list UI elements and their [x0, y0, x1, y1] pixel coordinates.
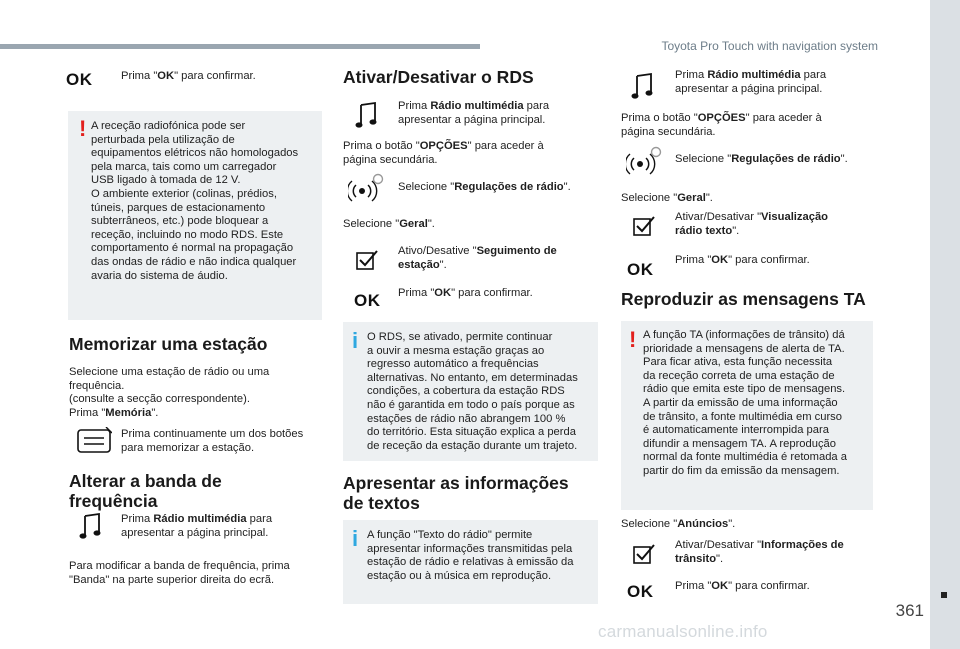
rds-settings-step: Selecione "Regulações de rádio".	[398, 181, 571, 193]
section-heading-ta: Reproduzir as mensagens TA	[621, 289, 866, 309]
section-heading-memorize: Memorizar uma estação	[69, 334, 268, 354]
rt-settings-step: Selecione "Regulações de rádio".	[675, 153, 848, 165]
ta-ads-text: Selecione "Anúncios".	[621, 518, 736, 530]
warning-box	[68, 111, 322, 320]
radio-settings-icon	[626, 144, 666, 180]
band-text: Para modificar a banda de frequência, prima "Banda" na parte superior direita do ecrã.	[69, 560, 290, 586]
info-rds-text: O RDS, se ativado, permite continuar a ouvir a mesma estação graças ao regresso automático a frequências alternativas. No entanto, em determinadas condições, a cobertura da estação RDS não é garantida em todo o país porque as estações de rádio não abrangem 100 % do território. Esta situação explica a perda de receção da estação durante um trajeto.	[367, 331, 578, 452]
ok-icon: OK	[627, 582, 654, 601]
warning-ta-text: A função TA (informações de trânsito) dá prioridade a mensagens de alerta de TA. Para ficar ativa, esta função necessita da receção correta de uma estação de rádio que emita este tipo de mensagens. A partir da emissão de uma informação de trânsito, a fonte multimédia em curso é automaticamente interrompida para difundir a mensagem TA. A reprodução normal da fonte multimédia é retomada a partir do fim da emissão da mensagem.	[643, 329, 847, 477]
checkbox-icon	[633, 544, 655, 564]
rds-ok-step: Prima "OK" para confirmar.	[398, 287, 533, 299]
info-icon: i	[352, 526, 359, 551]
rds-options-text: Prima o botão "OPÇÕES" para aceder à página secundária.	[343, 140, 544, 166]
warning-icon: !	[629, 327, 637, 352]
info-box-text	[343, 520, 598, 604]
section-heading-text-info: Apresentar as informações de textos	[343, 473, 569, 513]
rt-general-text: Selecione "Geral".	[621, 192, 713, 204]
section-heading-rds: Ativar/Desativar o RDS	[343, 67, 534, 87]
section-marker	[941, 592, 947, 598]
checkbox-icon	[633, 216, 655, 236]
checkbox-icon	[356, 250, 378, 270]
rds-general-text: Selecione "Geral".	[343, 218, 435, 230]
ok-icon: OK	[66, 70, 93, 89]
music-note-icon	[354, 101, 378, 129]
rt-step-radio: Prima Rádio multimédia para apresentar a página principal.	[675, 69, 827, 95]
memorize-text: Selecione uma estação de rádio ou uma frequência. (consulte a secção correspondente). Prima "Memória".	[69, 366, 270, 419]
info-text-body: A função "Texto do rádio" permite apresentar informações transmitidas pela estação de rádio e relativas à emissão da estação ou à música em reprodução.	[367, 529, 574, 582]
header-rule	[0, 44, 480, 49]
ok-icon: OK	[627, 260, 654, 279]
band-step: Prima Rádio multimédia para apresentar a página principal.	[121, 513, 273, 539]
memorize-step: Prima continuamente um dos botões para memorizar a estação.	[121, 428, 304, 454]
page-header-title: Toyota Pro Touch with navigation system	[661, 39, 878, 53]
warning-icon: !	[79, 116, 87, 141]
rt-options-text: Prima o botão "OPÇÕES" para aceder à página secundária.	[621, 112, 822, 138]
ta-toggle-step: Ativar/Desativar "Informações de trânsito".	[675, 539, 844, 565]
ta-ok-step: Prima "OK" para confirmar.	[675, 580, 810, 592]
page-number: 361	[895, 601, 924, 620]
music-note-icon	[630, 72, 654, 100]
radio-settings-icon	[348, 171, 388, 207]
memory-preset-icon	[76, 427, 112, 455]
watermark: carmanualsonline.info	[598, 622, 768, 641]
step-ok: Prima "OK" para confirmar.	[121, 70, 256, 82]
rds-step-radio: Prima Rádio multimédia para apresentar a página principal.	[398, 100, 550, 126]
section-heading-band: Alterar a banda de frequência	[69, 471, 222, 511]
rt-ok-step: Prima "OK" para confirmar.	[675, 254, 810, 266]
warning-text: A receção radiofónica pode ser perturbada pela utilização de equipamentos elétricos não homologados pela marca, tais como um carregador USB ligado à tomada de 12 V. O ambiente exterior (colinas, prédios, túneis, parques de estacionamento subterrâneos, etc.) pode bloquear a receção, incluindo no modo RDS. Este comportamento é normal na propagação das ondas de rádio e não indica qualquer avaria do sistema de áudio.	[91, 120, 299, 282]
info-box-rds	[343, 322, 598, 461]
music-note-icon	[78, 512, 102, 540]
page-side-strip	[930, 0, 960, 649]
warning-box-ta	[621, 321, 873, 510]
ok-icon: OK	[354, 291, 381, 310]
rds-toggle-step: Ativo/Desative "Seguimento de estação".	[398, 245, 557, 271]
info-icon: i	[352, 328, 359, 353]
rt-toggle-step: Ativar/Desativar "Visualização rádio texto".	[675, 211, 829, 237]
